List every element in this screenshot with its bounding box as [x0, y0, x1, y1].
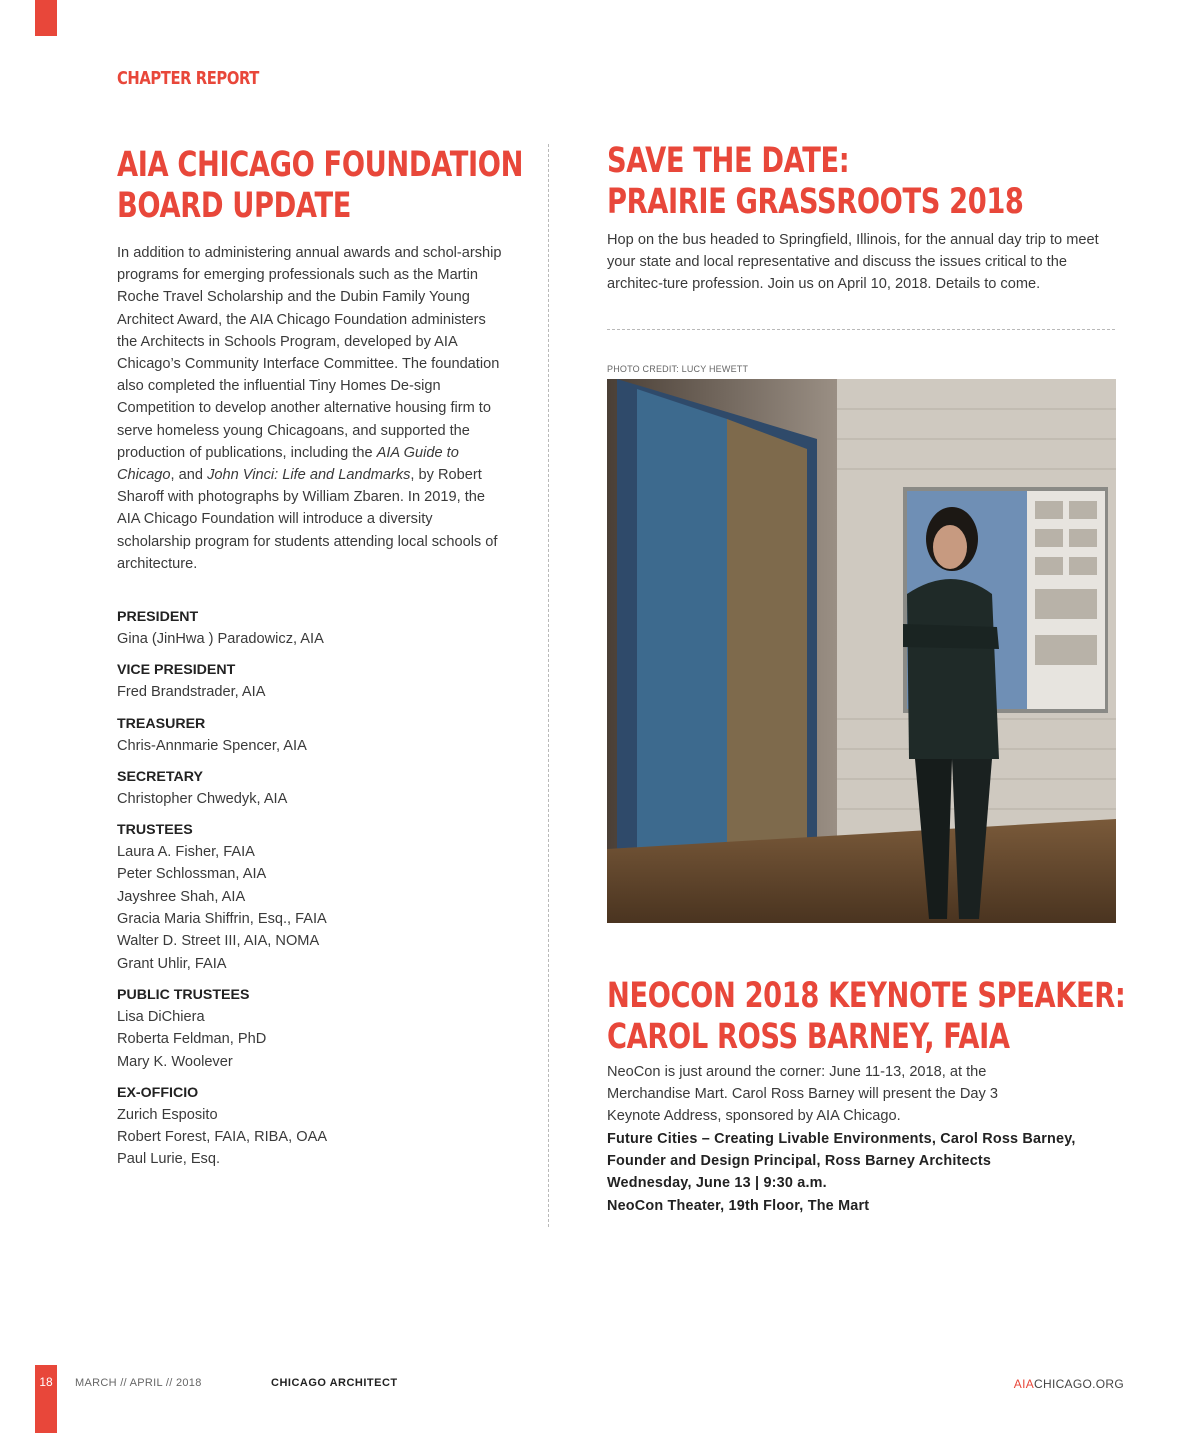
- neocon-headline-line2: CAROL ROSS BARNEY, FAIA: [607, 1017, 1010, 1057]
- role-label: EX-OFFICIO: [117, 1084, 199, 1101]
- save-date-headline: [607, 141, 1127, 223]
- board-list: [117, 606, 517, 1180]
- role-label: PRESIDENT: [117, 609, 199, 625]
- role-label: TRUSTEES: [117, 822, 193, 839]
- neocon-event-details: [607, 1128, 1137, 1217]
- foundation-body: In addition to administering annual awards and schol-arship programs for emerging professionals such as the Martin Roche Travel Scholarship and the Dubin Family Young Architect Award, the AIA Chicago Foundation administers the Architects in Schools Program, developed by AIA Chicago’s Community Interface Committee. The foundation also completed the influential Tiny Homes De-sign Competition to develop another alternative housing firm to serve homeless young Chicagoans, and supported the production of publications, including the AIA Guide to Chicago, and John Vinci: Life and Landmarks, by Robert Sharoff with photographs by William Zbaren. In 2019, the AIA Chicago Foundation will introduce a diversity scholarship program for students attending local schools of architecture.: [117, 245, 502, 572]
- speaker-photo: [607, 379, 1116, 923]
- member-name: Fred Brandstrader, AIA: [117, 684, 266, 701]
- event-venue-line: NeoCon Theater, 19th Floor, The Mart: [607, 1197, 870, 1214]
- member-name: Grant Uhlir, FAIA: [117, 955, 227, 972]
- section-label: CHAPTER REPORT: [117, 68, 259, 89]
- member-name: Paul Lurie, Esq.: [117, 1151, 221, 1168]
- speaker-photo-illustration: [607, 379, 1116, 923]
- board-group-ex-officio: [117, 1082, 517, 1171]
- board-group-president: [117, 606, 517, 650]
- neocon-headline-line1: NEOCON 2018 KEYNOTE SPEAKER:: [607, 976, 1126, 1016]
- member-name: Robert Forest, FAIA, RIBA, OAA: [117, 1129, 328, 1146]
- role-label: TREASURER: [117, 715, 206, 732]
- role-label: VICE PRESIDENT: [117, 662, 236, 679]
- event-date-line: Wednesday, June 13 | 9:30 a.m.: [607, 1175, 827, 1192]
- member-name: Peter Schlossman, AIA: [117, 866, 267, 883]
- member-name: Mary K. Woolever: [117, 1053, 233, 1070]
- board-group-trustees: [117, 819, 517, 975]
- board-group-secretary: [117, 766, 517, 810]
- member-name: Chris-Annmarie Spencer, AIA: [117, 737, 307, 754]
- role-label: PUBLIC TRUSTEES: [117, 986, 250, 1003]
- save-date-body: Hop on the bus headed to Springfield, Illinois, for the annual day trip to meet your state and local representative and discuss the issues critical to the architec-ture profession. Join us on April 10, 2018. Details to come.: [607, 232, 1099, 293]
- page-number: 18: [39, 1375, 53, 1389]
- url-rest: CHICAGO.ORG: [1034, 1377, 1124, 1391]
- section-divider: [607, 329, 1115, 330]
- neocon-headline: [607, 976, 1127, 1058]
- member-name: Gina (JinHwa ) Paradowicz, AIA: [117, 631, 324, 647]
- member-name: Gracia Maria Shiffrin, Esq., FAIA: [117, 911, 327, 928]
- photo-credit: PHOTO CREDIT: LUCY HEWETT: [607, 364, 749, 374]
- column-divider: [548, 144, 549, 1227]
- member-name: Walter D. Street III, AIA, NOMA: [117, 933, 320, 950]
- website-url[interactable]: [1014, 1377, 1124, 1391]
- role-label: SECRETARY: [117, 768, 203, 785]
- issue-date: MARCH // APRIL // 2018: [75, 1377, 202, 1389]
- event-title-line: Founder and Design Principal, Ross Barney Architects: [607, 1153, 992, 1170]
- foundation-headline: [117, 145, 537, 227]
- magazine-name: CHICAGO ARCHITECT: [271, 1377, 398, 1389]
- event-title-line: Future Cities – Creating Livable Environments, Carol Ross Barney,: [607, 1131, 1076, 1147]
- member-name: Christopher Chwedyk, AIA: [117, 790, 288, 807]
- member-name: Roberta Feldman, PhD: [117, 1031, 267, 1048]
- member-name: Lisa DiChiera: [117, 1008, 205, 1025]
- foundation-headline-line1: AIA CHICAGO FOUNDATION: [117, 145, 524, 185]
- board-group-public-trustees: [117, 984, 517, 1073]
- top-accent-bar: [35, 0, 57, 36]
- member-name: Laura A. Fisher, FAIA: [117, 844, 255, 861]
- save-date-headline-line1: SAVE THE DATE:: [607, 141, 850, 181]
- foundation-headline-line2: BOARD UPDATE: [117, 186, 352, 226]
- url-accent: AIA: [1013, 1377, 1035, 1391]
- save-date-headline-line2: PRAIRIE GRASSROOTS 2018: [607, 182, 1024, 222]
- board-group-vice-president: [117, 659, 517, 703]
- member-name: Zurich Esposito: [117, 1106, 218, 1123]
- board-group-treasurer: [117, 713, 517, 757]
- member-name: Jayshree Shah, AIA: [117, 888, 246, 905]
- neocon-body: NeoCon is just around the corner: June 11-13, 2018, at the Merchandise Mart. Carol Ross Barney will present the Day 3 Keynote Address, sponsored by AIA Chicago.: [607, 1064, 998, 1125]
